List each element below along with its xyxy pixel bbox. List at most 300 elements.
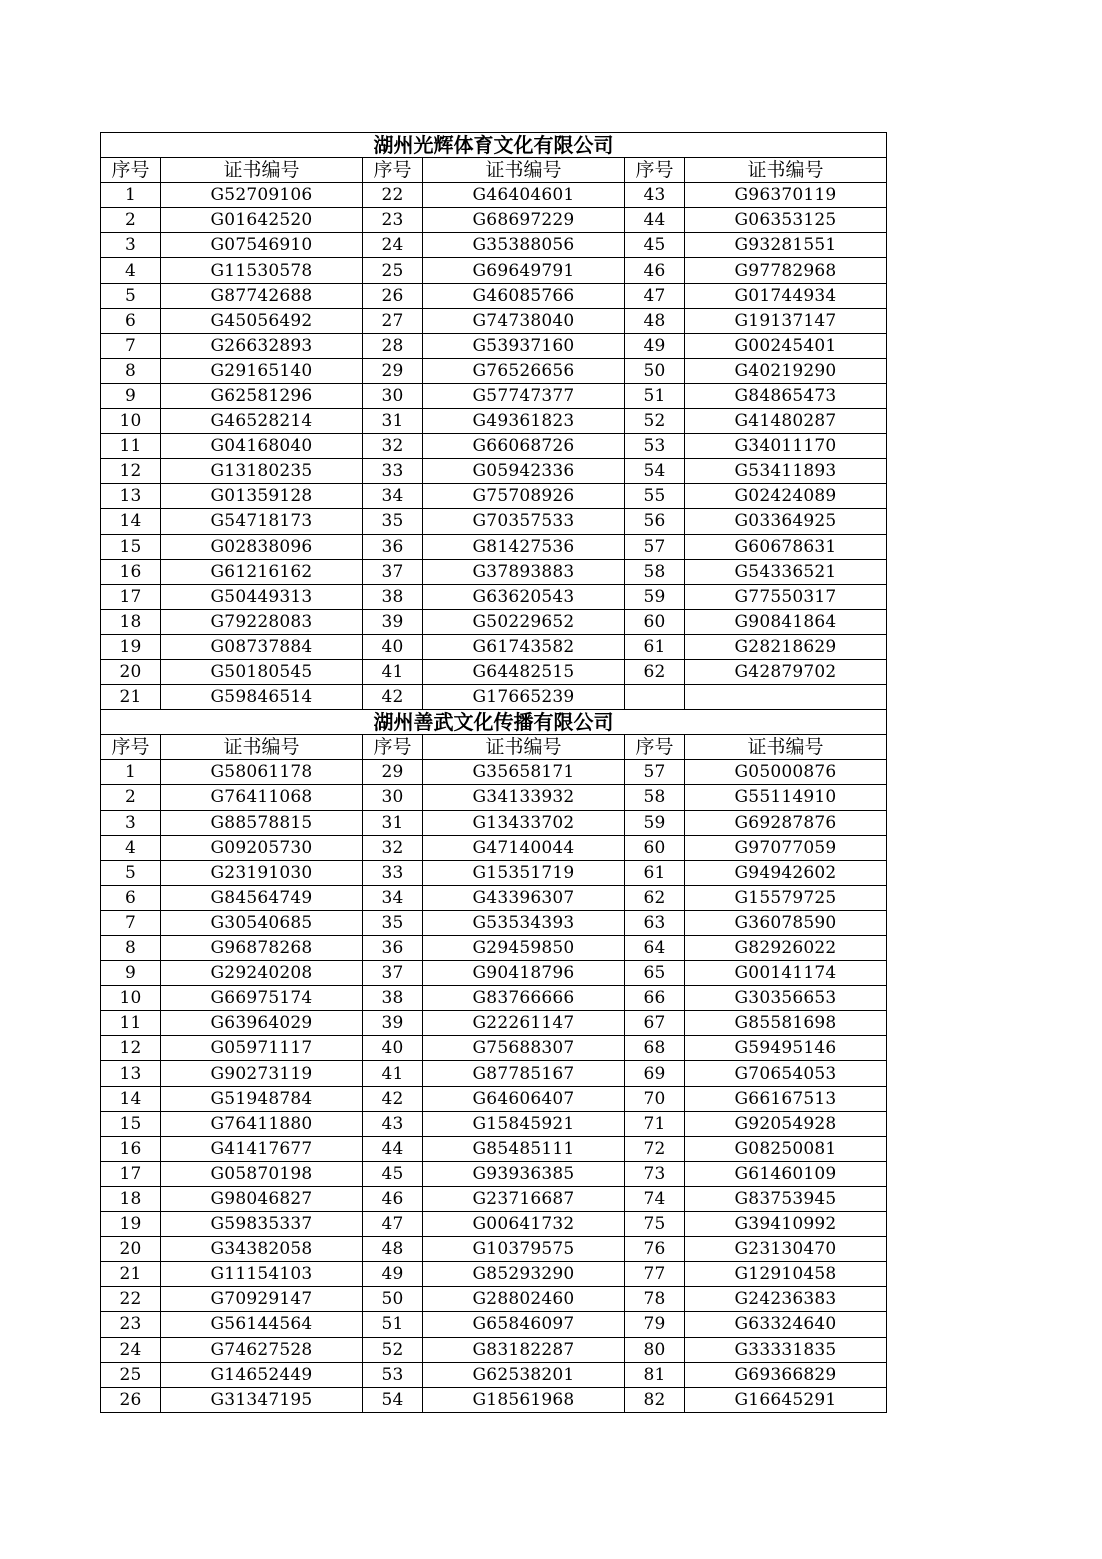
seq-cell: 57	[625, 534, 685, 559]
cert-cell: G54336521	[685, 559, 887, 584]
table-row	[101, 308, 887, 333]
cert-cell: G43396307	[423, 885, 625, 910]
cert-cell: G05870198	[161, 1161, 363, 1186]
cert-cell: G03364925	[685, 509, 887, 534]
table-row	[101, 584, 887, 609]
cert-cell: G16645291	[685, 1387, 887, 1412]
header-seq: 序号	[625, 158, 685, 183]
cert-cell: G18561968	[423, 1387, 625, 1412]
cert-cell: G35658171	[423, 760, 625, 785]
table-row	[101, 1387, 887, 1412]
column-header-row	[101, 735, 887, 760]
seq-cell: 46	[363, 1186, 423, 1211]
seq-cell: 44	[363, 1136, 423, 1161]
seq-cell: 55	[625, 484, 685, 509]
seq-cell: 20	[101, 1237, 161, 1262]
cert-cell: G74738040	[423, 308, 625, 333]
cert-cell: G29459850	[423, 936, 625, 961]
cert-cell: G28802460	[423, 1287, 625, 1312]
header-seq: 序号	[363, 735, 423, 760]
cert-cell: G83766666	[423, 986, 625, 1011]
seq-cell: 39	[363, 609, 423, 634]
table-row	[101, 659, 887, 684]
seq-cell: 63	[625, 910, 685, 935]
seq-cell: 20	[101, 659, 161, 684]
seq-cell: 42	[363, 685, 423, 710]
cert-cell: G59846514	[161, 685, 363, 710]
table-row	[101, 409, 887, 434]
seq-cell: 23	[101, 1312, 161, 1337]
seq-cell: 70	[625, 1086, 685, 1111]
cert-cell: G13433702	[423, 810, 625, 835]
table-row	[101, 1111, 887, 1136]
seq-cell: 24	[101, 1337, 161, 1362]
seq-cell: 2	[101, 785, 161, 810]
cert-cell: G94942602	[685, 860, 887, 885]
cert-cell: G04168040	[161, 434, 363, 459]
cert-cell: G06353125	[685, 208, 887, 233]
table-row	[101, 936, 887, 961]
cert-cell: G24236383	[685, 1287, 887, 1312]
cert-cell: G76411880	[161, 1111, 363, 1136]
cert-cell: G46404601	[423, 183, 625, 208]
cert-cell: G00641732	[423, 1212, 625, 1237]
seq-cell: 44	[625, 208, 685, 233]
table-row	[101, 1186, 887, 1211]
header-cert: 证书编号	[685, 735, 887, 760]
cert-cell: G84564749	[161, 885, 363, 910]
cert-cell: G37893883	[423, 559, 625, 584]
cert-cell: G47140044	[423, 835, 625, 860]
cert-cell: G53411893	[685, 459, 887, 484]
cert-cell: G93936385	[423, 1161, 625, 1186]
cert-cell: G05971117	[161, 1036, 363, 1061]
cert-cell: G17665239	[423, 685, 625, 710]
cert-cell: G46085766	[423, 283, 625, 308]
table-row	[101, 1287, 887, 1312]
seq-cell: 73	[625, 1161, 685, 1186]
table-row	[101, 1011, 887, 1036]
cert-cell: G11154103	[161, 1262, 363, 1287]
seq-cell: 30	[363, 785, 423, 810]
header-cert: 证书编号	[161, 158, 363, 183]
cert-cell: G56144564	[161, 1312, 363, 1337]
seq-cell: 74	[625, 1186, 685, 1211]
seq-cell: 66	[625, 986, 685, 1011]
cert-cell: G30540685	[161, 910, 363, 935]
seq-cell: 22	[101, 1287, 161, 1312]
table-row	[101, 258, 887, 283]
seq-cell: 21	[101, 685, 161, 710]
cert-cell: G75688307	[423, 1036, 625, 1061]
cert-cell: G15579725	[685, 885, 887, 910]
seq-cell: 18	[101, 1186, 161, 1211]
seq-cell: 82	[625, 1387, 685, 1412]
cert-cell: G79228083	[161, 609, 363, 634]
seq-cell: 12	[101, 1036, 161, 1061]
seq-cell: 65	[625, 961, 685, 986]
cert-cell: G50180545	[161, 659, 363, 684]
seq-cell: 79	[625, 1312, 685, 1337]
cert-cell: G63620543	[423, 584, 625, 609]
table-row	[101, 1136, 887, 1161]
table-row	[101, 459, 887, 484]
cert-cell: G23130470	[685, 1237, 887, 1262]
cert-cell: G23716687	[423, 1186, 625, 1211]
seq-cell: 59	[625, 810, 685, 835]
seq-cell: 61	[625, 860, 685, 885]
cert-cell: G63324640	[685, 1312, 887, 1337]
table-row	[101, 785, 887, 810]
cert-cell: G90273119	[161, 1061, 363, 1086]
cert-cell: G00141174	[685, 961, 887, 986]
cert-cell: G85293290	[423, 1262, 625, 1287]
table-row	[101, 1161, 887, 1186]
certificate-table	[100, 132, 887, 1413]
cert-cell: G53534393	[423, 910, 625, 935]
seq-cell: 5	[101, 860, 161, 885]
cert-cell: G83182287	[423, 1337, 625, 1362]
cert-cell: G81427536	[423, 534, 625, 559]
seq-cell: 53	[625, 434, 685, 459]
table-row	[101, 358, 887, 383]
seq-cell: 6	[101, 885, 161, 910]
cert-cell: G05942336	[423, 459, 625, 484]
seq-cell: 28	[363, 333, 423, 358]
table-row	[101, 609, 887, 634]
cert-cell: G63964029	[161, 1011, 363, 1036]
cert-cell: G85581698	[685, 1011, 887, 1036]
seq-cell: 15	[101, 1111, 161, 1136]
table-row	[101, 208, 887, 233]
cert-cell: G11530578	[161, 258, 363, 283]
seq-cell: 16	[101, 1136, 161, 1161]
seq-cell: 17	[101, 1161, 161, 1186]
cert-cell: G87742688	[161, 283, 363, 308]
seq-cell: 22	[363, 183, 423, 208]
cert-cell: G61460109	[685, 1161, 887, 1186]
seq-cell: 69	[625, 1061, 685, 1086]
seq-cell: 72	[625, 1136, 685, 1161]
table-row	[101, 1312, 887, 1337]
seq-cell: 5	[101, 283, 161, 308]
cert-cell: G88578815	[161, 810, 363, 835]
header-cert: 证书编号	[685, 158, 887, 183]
cert-cell: G08737884	[161, 634, 363, 659]
seq-cell: 45	[363, 1161, 423, 1186]
seq-cell: 31	[363, 810, 423, 835]
seq-cell: 32	[363, 434, 423, 459]
table-row	[101, 333, 887, 358]
seq-cell: 29	[363, 358, 423, 383]
cert-cell: G68697229	[423, 208, 625, 233]
seq-cell: 48	[363, 1237, 423, 1262]
table-row	[101, 685, 887, 710]
cert-cell: G09205730	[161, 835, 363, 860]
header-seq: 序号	[101, 158, 161, 183]
section-title-row	[101, 710, 887, 735]
seq-cell: 15	[101, 534, 161, 559]
cert-cell: G05000876	[685, 760, 887, 785]
seq-cell: 54	[363, 1387, 423, 1412]
header-seq: 序号	[625, 735, 685, 760]
cert-cell: G64606407	[423, 1086, 625, 1111]
seq-cell: 26	[101, 1387, 161, 1412]
seq-cell: 1	[101, 183, 161, 208]
cert-cell: G34382058	[161, 1237, 363, 1262]
cert-cell: G10379575	[423, 1237, 625, 1262]
cert-cell: G22261147	[423, 1011, 625, 1036]
seq-cell: 26	[363, 283, 423, 308]
seq-cell: 11	[101, 1011, 161, 1036]
cert-cell: G74627528	[161, 1337, 363, 1362]
cert-cell: G54718173	[161, 509, 363, 534]
seq-cell: 36	[363, 534, 423, 559]
seq-cell: 64	[625, 936, 685, 961]
cert-cell: G58061178	[161, 760, 363, 785]
cert-cell: G57747377	[423, 383, 625, 408]
seq-cell: 43	[363, 1111, 423, 1136]
cert-cell: G28218629	[685, 634, 887, 659]
seq-cell: 48	[625, 308, 685, 333]
cert-cell: G39410992	[685, 1212, 887, 1237]
seq-cell: 59	[625, 584, 685, 609]
table-row	[101, 233, 887, 258]
seq-cell	[625, 685, 685, 710]
cert-cell: G61216162	[161, 559, 363, 584]
cert-cell: G13180235	[161, 459, 363, 484]
cert-cell: G12910458	[685, 1262, 887, 1287]
seq-cell: 9	[101, 961, 161, 986]
cert-cell: G41480287	[685, 409, 887, 434]
cert-cell: G35388056	[423, 233, 625, 258]
section-title: 湖州善武文化传播有限公司	[101, 710, 887, 735]
seq-cell: 33	[363, 860, 423, 885]
table-row	[101, 986, 887, 1011]
cert-cell: G26632893	[161, 333, 363, 358]
table-row	[101, 283, 887, 308]
cert-cell: G96370119	[685, 183, 887, 208]
cert-cell: G70654053	[685, 1061, 887, 1086]
table-row	[101, 1061, 887, 1086]
cert-cell: G92054928	[685, 1111, 887, 1136]
seq-cell: 3	[101, 810, 161, 835]
table-row	[101, 1237, 887, 1262]
seq-cell: 80	[625, 1337, 685, 1362]
cert-cell: G51948784	[161, 1086, 363, 1111]
cert-cell: G96878268	[161, 936, 363, 961]
cert-cell	[685, 685, 887, 710]
header-cert: 证书编号	[423, 158, 625, 183]
seq-cell: 41	[363, 1061, 423, 1086]
seq-cell: 38	[363, 986, 423, 1011]
seq-cell: 71	[625, 1111, 685, 1136]
seq-cell: 23	[363, 208, 423, 233]
cert-cell: G31347195	[161, 1387, 363, 1412]
seq-cell: 46	[625, 258, 685, 283]
cert-cell: G98046827	[161, 1186, 363, 1211]
seq-cell: 62	[625, 885, 685, 910]
seq-cell: 7	[101, 910, 161, 935]
table-row	[101, 961, 887, 986]
cert-cell: G08250081	[685, 1136, 887, 1161]
seq-cell: 42	[363, 1086, 423, 1111]
cert-cell: G70357533	[423, 509, 625, 534]
seq-cell: 40	[363, 1036, 423, 1061]
seq-cell: 14	[101, 509, 161, 534]
seq-cell: 40	[363, 634, 423, 659]
cert-cell: G07546910	[161, 233, 363, 258]
seq-cell: 18	[101, 609, 161, 634]
table-row	[101, 509, 887, 534]
seq-cell: 52	[625, 409, 685, 434]
cert-cell: G69366829	[685, 1362, 887, 1387]
cert-cell: G69649791	[423, 258, 625, 283]
cert-cell: G65846097	[423, 1312, 625, 1337]
seq-cell: 75	[625, 1212, 685, 1237]
cert-cell: G52709106	[161, 183, 363, 208]
header-cert: 证书编号	[161, 735, 363, 760]
seq-cell: 2	[101, 208, 161, 233]
seq-cell: 24	[363, 233, 423, 258]
seq-cell: 4	[101, 835, 161, 860]
cert-cell: G50449313	[161, 584, 363, 609]
table-row	[101, 183, 887, 208]
table-row	[101, 383, 887, 408]
cert-cell: G01744934	[685, 283, 887, 308]
table-row	[101, 434, 887, 459]
cert-cell: G15845921	[423, 1111, 625, 1136]
seq-cell: 32	[363, 835, 423, 860]
seq-cell: 47	[363, 1212, 423, 1237]
cert-cell: G33331835	[685, 1337, 887, 1362]
seq-cell: 3	[101, 233, 161, 258]
cert-cell: G75708926	[423, 484, 625, 509]
seq-cell: 19	[101, 1212, 161, 1237]
cert-cell: G66167513	[685, 1086, 887, 1111]
seq-cell: 8	[101, 936, 161, 961]
seq-cell: 13	[101, 1061, 161, 1086]
cert-cell: G85485111	[423, 1136, 625, 1161]
seq-cell: 60	[625, 835, 685, 860]
cert-cell: G19137147	[685, 308, 887, 333]
seq-cell: 68	[625, 1036, 685, 1061]
cert-cell: G76526656	[423, 358, 625, 383]
seq-cell: 51	[625, 383, 685, 408]
cert-cell: G61743582	[423, 634, 625, 659]
seq-cell: 52	[363, 1337, 423, 1362]
seq-cell: 50	[625, 358, 685, 383]
cert-cell: G77550317	[685, 584, 887, 609]
cert-cell: G55114910	[685, 785, 887, 810]
cert-cell: G97077059	[685, 835, 887, 860]
cert-cell: G50229652	[423, 609, 625, 634]
seq-cell: 53	[363, 1362, 423, 1387]
cert-cell: G42879702	[685, 659, 887, 684]
table-row	[101, 835, 887, 860]
table-row	[101, 810, 887, 835]
table-row	[101, 634, 887, 659]
seq-cell: 9	[101, 383, 161, 408]
seq-cell: 47	[625, 283, 685, 308]
cert-cell: G83753945	[685, 1186, 887, 1211]
seq-cell: 67	[625, 1011, 685, 1036]
seq-cell: 34	[363, 484, 423, 509]
seq-cell: 27	[363, 308, 423, 333]
seq-cell: 77	[625, 1262, 685, 1287]
seq-cell: 35	[363, 910, 423, 935]
seq-cell: 58	[625, 559, 685, 584]
section-title: 湖州光辉体育文化有限公司	[101, 133, 887, 158]
seq-cell: 34	[363, 885, 423, 910]
table-row	[101, 1362, 887, 1387]
cert-cell: G46528214	[161, 409, 363, 434]
cert-cell: G29165140	[161, 358, 363, 383]
cert-cell: G82926022	[685, 936, 887, 961]
cert-cell: G49361823	[423, 409, 625, 434]
seq-cell: 4	[101, 258, 161, 283]
cert-cell: G34011170	[685, 434, 887, 459]
seq-cell: 14	[101, 1086, 161, 1111]
cert-cell: G66975174	[161, 986, 363, 1011]
table-row	[101, 534, 887, 559]
seq-cell: 54	[625, 459, 685, 484]
cert-cell: G90418796	[423, 961, 625, 986]
table-row	[101, 1212, 887, 1237]
cert-cell: G34133932	[423, 785, 625, 810]
seq-cell: 19	[101, 634, 161, 659]
seq-cell: 10	[101, 409, 161, 434]
seq-cell: 49	[625, 333, 685, 358]
seq-cell: 49	[363, 1262, 423, 1287]
cert-cell: G30356653	[685, 986, 887, 1011]
table-row	[101, 885, 887, 910]
seq-cell: 25	[101, 1362, 161, 1387]
seq-cell: 62	[625, 659, 685, 684]
seq-cell: 61	[625, 634, 685, 659]
seq-cell: 11	[101, 434, 161, 459]
cert-cell: G97782968	[685, 258, 887, 283]
seq-cell: 16	[101, 559, 161, 584]
seq-cell: 76	[625, 1237, 685, 1262]
seq-cell: 51	[363, 1312, 423, 1337]
seq-cell: 50	[363, 1287, 423, 1312]
cert-cell: G59835337	[161, 1212, 363, 1237]
seq-cell: 60	[625, 609, 685, 634]
cert-cell: G40219290	[685, 358, 887, 383]
seq-cell: 8	[101, 358, 161, 383]
cert-cell: G23191030	[161, 860, 363, 885]
section-title-row	[101, 133, 887, 158]
seq-cell: 25	[363, 258, 423, 283]
table-row	[101, 1262, 887, 1287]
cert-cell: G76411068	[161, 785, 363, 810]
cert-cell: G01359128	[161, 484, 363, 509]
cert-cell: G02838096	[161, 534, 363, 559]
seq-cell: 45	[625, 233, 685, 258]
seq-cell: 37	[363, 559, 423, 584]
seq-cell: 31	[363, 409, 423, 434]
column-header-row	[101, 158, 887, 183]
seq-cell: 58	[625, 785, 685, 810]
cert-cell: G01642520	[161, 208, 363, 233]
table-row	[101, 910, 887, 935]
seq-cell: 7	[101, 333, 161, 358]
seq-cell: 78	[625, 1287, 685, 1312]
cert-cell: G87785167	[423, 1061, 625, 1086]
cert-cell: G60678631	[685, 534, 887, 559]
cert-cell: G00245401	[685, 333, 887, 358]
